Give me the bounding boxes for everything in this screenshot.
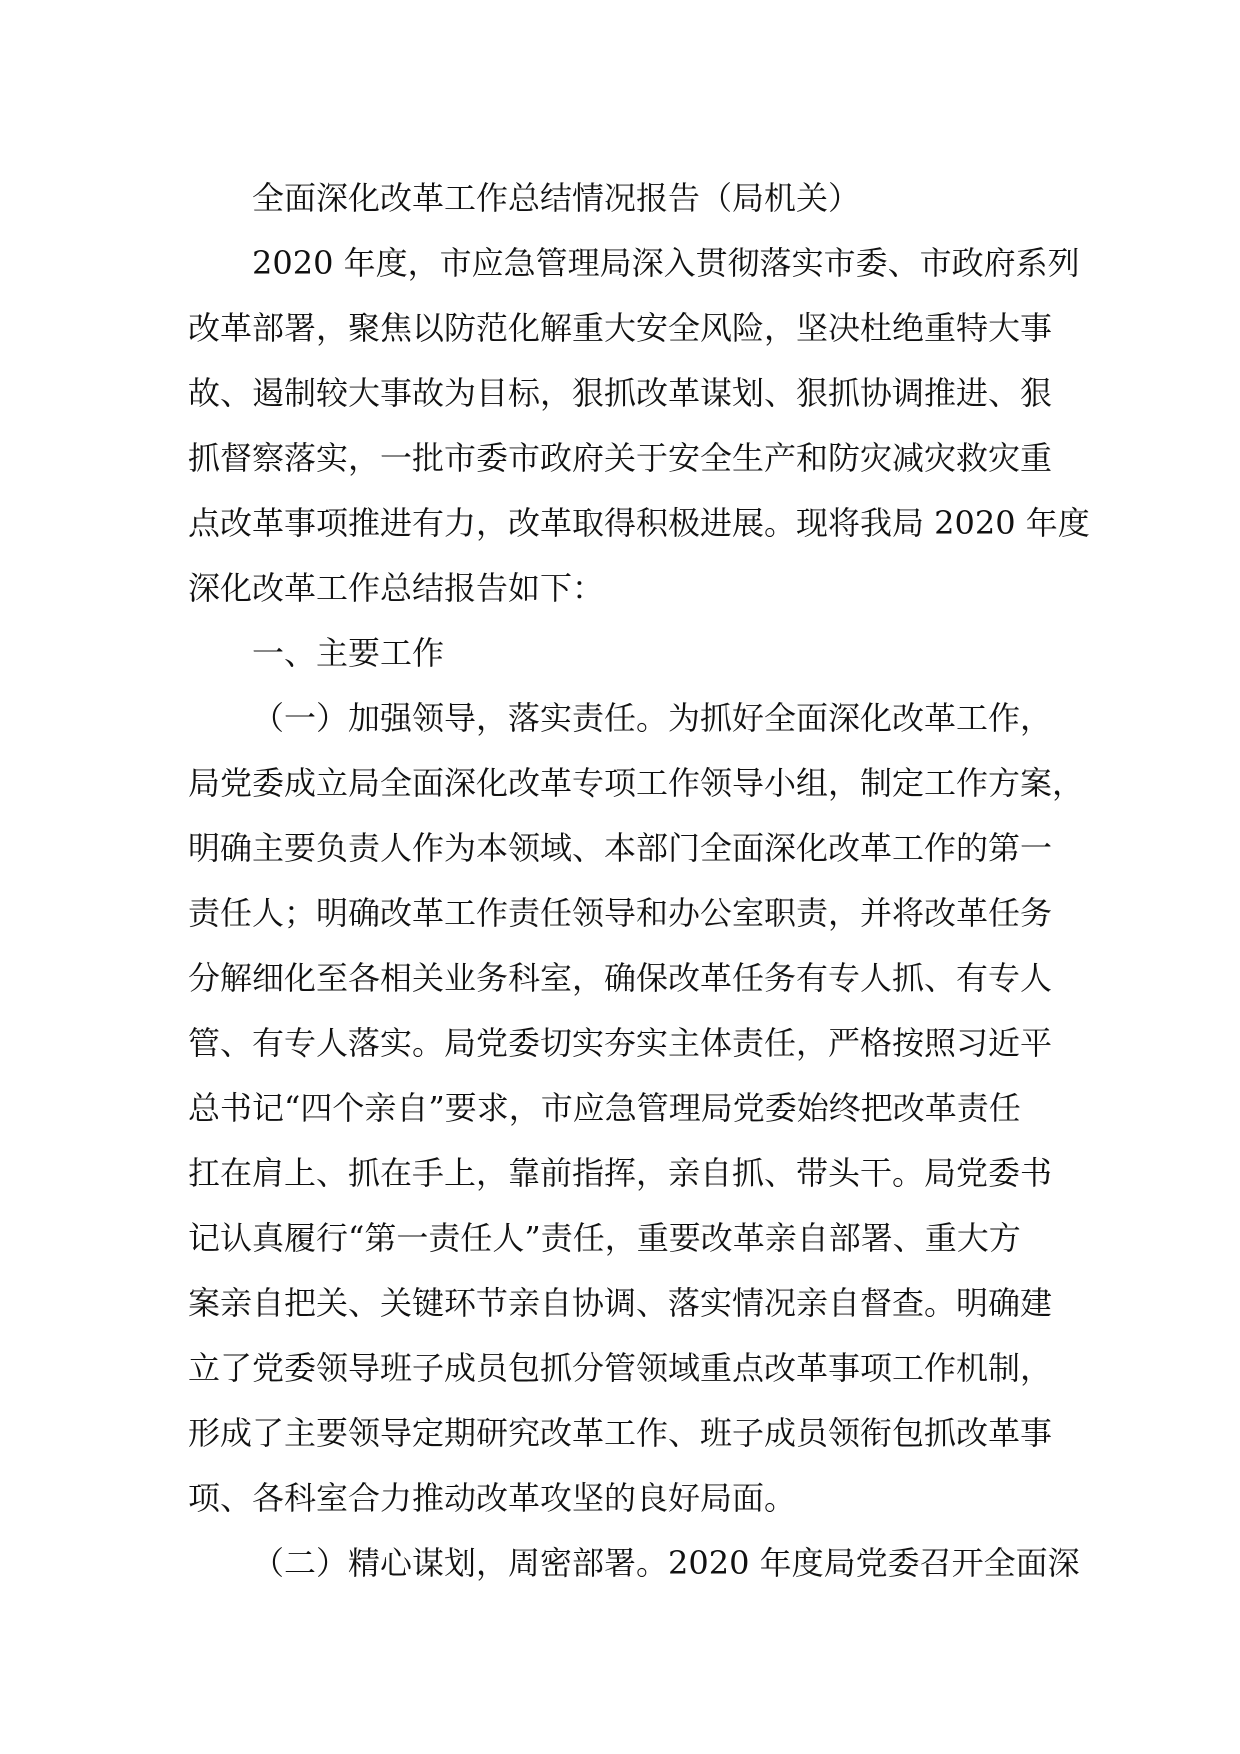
paragraph-line: 形成了主要领导定期研究改革工作、班子成员领衔包抓改革事	[188, 1414, 1053, 1452]
paragraph-line: 故、遏制较大事故为目标，狠抓改革谋划、狠抓协调推进、狠	[188, 374, 1053, 412]
paragraph-line: 案亲自把关、关键环节亲自协调、落实情况亲自督查。明确建	[188, 1284, 1053, 1322]
document-body	[188, 166, 1090, 1596]
document-title: 全面深化改革工作总结情况报告（局机关）	[252, 179, 861, 217]
paragraph-line: 管、有专人落实。局党委切实夯实主体责任，严格按照习近平	[188, 1024, 1053, 1062]
paragraph-line: 立了党委领导班子成员包抓分管领域重点改革事项工作机制，	[188, 1349, 1053, 1387]
paragraph-line: （二）精心谋划，周密部署。2020 年度局党委召开全面深	[252, 1544, 1080, 1582]
paragraph-line: 总书记“四个亲自”要求，市应急管理局党委始终把改革责任	[188, 1089, 1021, 1127]
paragraph-line: 2020 年度，市应急管理局深入贯彻落实市委、市政府系列	[252, 244, 1080, 282]
paragraph-line: 深化改革工作总结报告如下：	[188, 569, 605, 607]
paragraph-line: 点改革事项推进有力，改革取得积极进展。现将我局 2020 年度	[188, 504, 1090, 542]
paragraph-line: 分解细化至各相关业务科室，确保改革任务有专人抓、有专人	[188, 959, 1053, 997]
paragraph-line: 记认真履行“第一责任人”责任，重要改革亲自部署、重大方	[188, 1219, 1021, 1257]
paragraph-line: 项、各科室合力推动改革攻坚的良好局面。	[188, 1479, 797, 1517]
section-heading: 一、主要工作	[252, 634, 445, 672]
paragraph-line: 责任人；明确改革工作责任领导和办公室职责，并将改革任务	[188, 894, 1053, 932]
paragraph-line: 抓督察落实，一批市委市政府关于安全生产和防灾减灾救灾重	[188, 439, 1053, 477]
paragraph-line: 改革部署，聚焦以防范化解重大安全风险，坚决杜绝重特大事	[188, 309, 1053, 347]
paragraph-line: （一）加强领导，落实责任。为抓好全面深化改革工作，	[252, 699, 1053, 737]
paragraph-line: 局党委成立局全面深化改革专项工作领导小组，制定工作方案，	[188, 764, 1085, 802]
paragraph-line: 明确主要负责人作为本领域、本部门全面深化改革工作的第一	[188, 829, 1053, 867]
paragraph-line: 扛在肩上、抓在手上，靠前指挥，亲自抓、带头干。局党委书	[188, 1154, 1053, 1192]
